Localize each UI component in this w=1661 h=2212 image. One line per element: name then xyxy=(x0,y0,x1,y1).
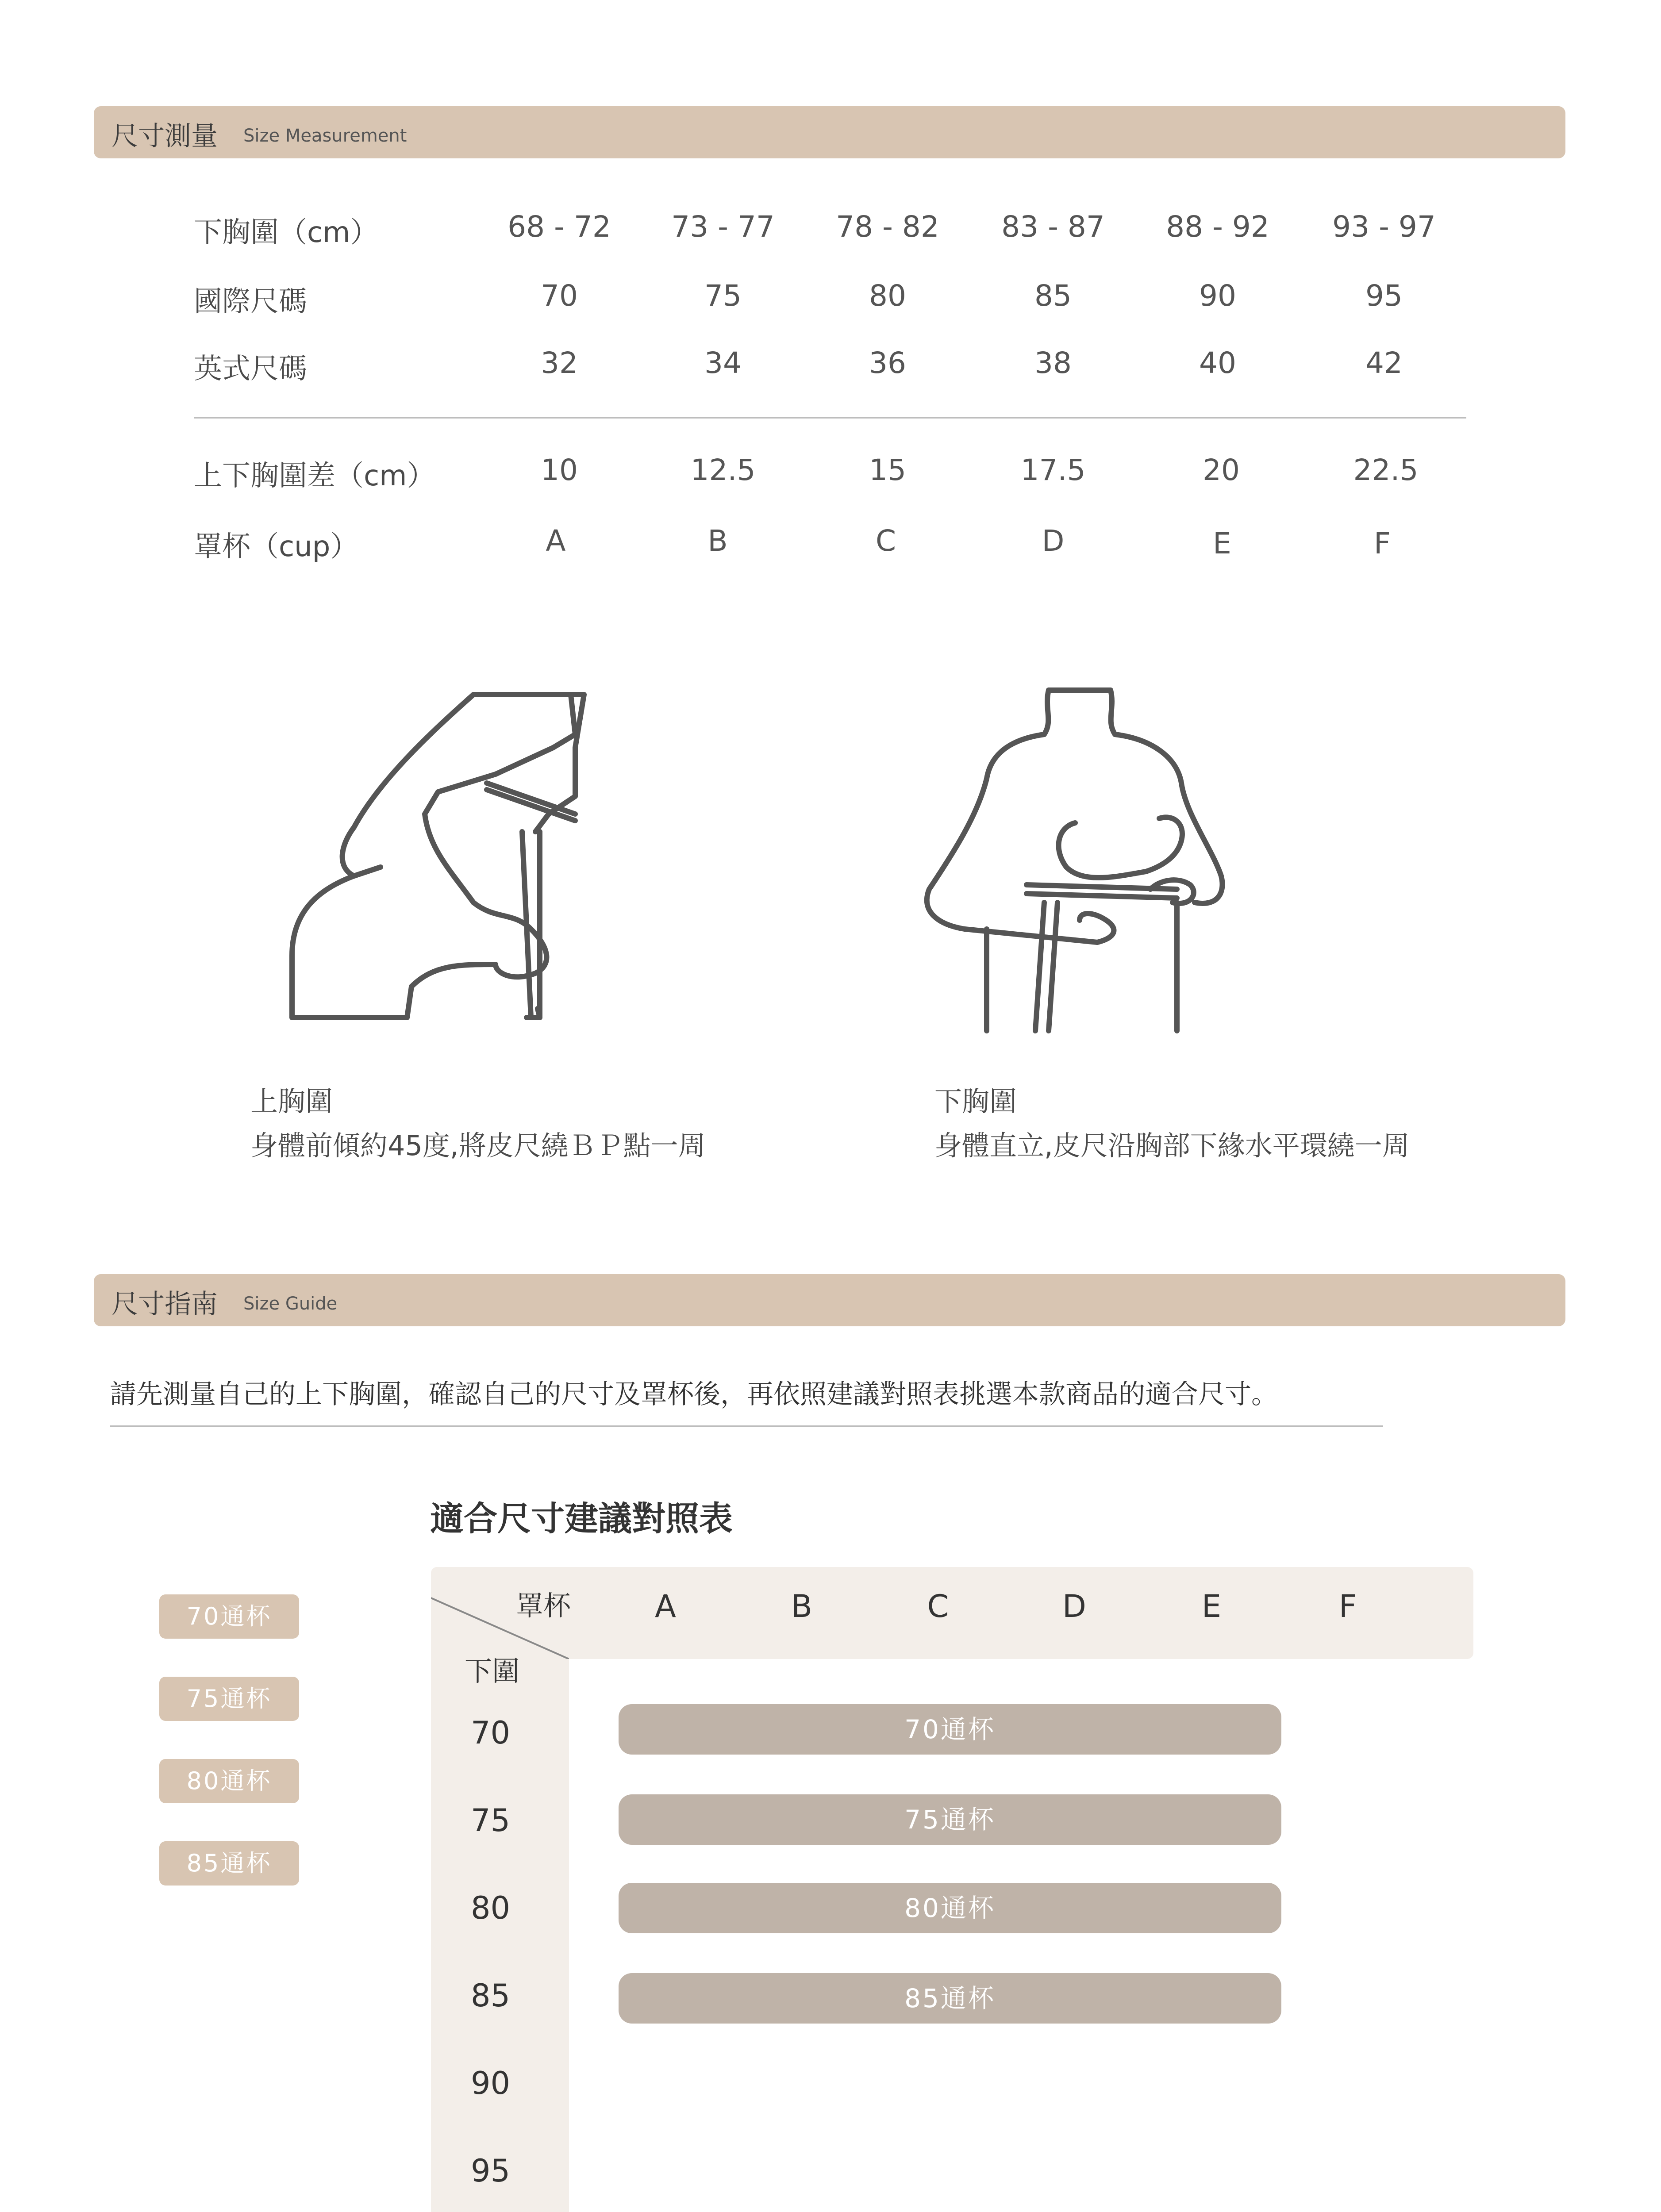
table-cell: F xyxy=(1374,526,1391,561)
section-bar-guide xyxy=(94,1274,1565,1326)
table-cell: 20 xyxy=(1203,453,1240,487)
table-cell: 10 xyxy=(541,453,578,487)
table-cell: 22.5 xyxy=(1353,453,1419,487)
table-cell: 85 xyxy=(1034,279,1072,313)
band-row-head: 90 xyxy=(471,2065,511,2101)
table-cell: 15 xyxy=(869,453,906,487)
cup-column-head: F xyxy=(1338,1588,1357,1624)
section-subtitle: Size Guide xyxy=(243,1294,338,1314)
size-band-85: 85通杯 xyxy=(619,1973,1281,2024)
intro-divider xyxy=(110,1425,1383,1427)
table-cell: 75 xyxy=(704,279,742,313)
row-label-uk-size: 英式尺碼 xyxy=(194,353,307,385)
table-cell: 36 xyxy=(869,346,906,380)
table-cell: 95 xyxy=(1365,279,1403,313)
row-label-cup: 罩杯（cup） xyxy=(194,530,359,563)
band-row-head: 80 xyxy=(471,1890,511,1926)
corner-cup-label: 罩杯 xyxy=(516,1590,571,1622)
under-bust-illustration xyxy=(911,681,1234,1035)
table-cell: 12.5 xyxy=(690,453,756,487)
table-cell: 32 xyxy=(541,346,578,380)
table-cell: 38 xyxy=(1034,346,1072,380)
size-band-80: 80通杯 xyxy=(619,1883,1281,1933)
size-band-75: 75通杯 xyxy=(619,1794,1281,1845)
table-cell: 80 xyxy=(869,279,906,313)
section-bar-measurement xyxy=(94,106,1565,158)
table-divider xyxy=(194,417,1466,419)
band-row-head: 85 xyxy=(471,1978,511,2014)
table-cell: 78 - 82 xyxy=(836,210,939,244)
cup-column-head: E xyxy=(1201,1588,1222,1624)
under-bust-desc: 身體直立,皮尺沿胸部下緣水平環繞一周 xyxy=(934,1129,1410,1162)
table-cell: B xyxy=(707,524,728,558)
legend-pill: 75通杯 xyxy=(159,1677,299,1721)
cup-column-head: C xyxy=(927,1588,949,1624)
section-title: 尺寸測量 xyxy=(112,121,218,152)
row-label-intl-size: 國際尺碼 xyxy=(194,285,307,318)
table-cell: 17.5 xyxy=(1020,453,1086,487)
band-row-head: 75 xyxy=(471,1802,511,1839)
table-cell: 88 - 92 xyxy=(1166,210,1269,244)
under-bust-caption xyxy=(934,1079,1410,1168)
upper-bust-illustration xyxy=(265,681,602,1026)
under-bust-title: 下胸圍 xyxy=(934,1085,1017,1118)
table-cell: C xyxy=(875,524,896,558)
cup-column-head: D xyxy=(1062,1588,1086,1624)
table-cell: 83 - 87 xyxy=(1001,210,1105,244)
size-band-70: 70通杯 xyxy=(619,1704,1281,1755)
row-label-underbust: 下胸圍（cm） xyxy=(194,216,379,249)
table-cell: E xyxy=(1213,526,1231,561)
table-cell: 73 - 77 xyxy=(671,210,775,244)
table-cell: 42 xyxy=(1365,346,1403,380)
section-title: 尺寸指南 xyxy=(112,1289,218,1320)
band-row-head: 95 xyxy=(471,2153,511,2189)
corner-band-label: 下圍 xyxy=(465,1655,520,1687)
upper-bust-title: 上胸圍 xyxy=(250,1085,333,1118)
table-cell: 34 xyxy=(704,346,742,380)
cup-column-head: A xyxy=(655,1588,676,1624)
legend-pill: 80通杯 xyxy=(159,1759,299,1803)
table-cell: 70 xyxy=(541,279,578,313)
table-cell: 93 - 97 xyxy=(1332,210,1436,244)
section-subtitle: Size Measurement xyxy=(243,126,407,146)
table-cell: D xyxy=(1042,524,1065,558)
upper-bust-desc: 身體前傾約45度,將皮尺繞ＢＰ點一周 xyxy=(250,1129,706,1162)
table-cell: A xyxy=(546,524,566,558)
table-cell: 40 xyxy=(1199,346,1236,380)
guide-intro: 請先測量自己的上下胸圍，確認自己的尺寸及罩杯後，再依照建議對照表挑選本款商品的適合尺寸。 xyxy=(110,1379,1278,1410)
chart-title: 適合尺寸建議對照表 xyxy=(430,1499,733,1538)
cup-column-head: B xyxy=(791,1588,813,1624)
upper-bust-caption xyxy=(250,1079,706,1168)
legend-pill: 85通杯 xyxy=(159,1841,299,1886)
row-label-bust-difference: 上下胸圍差（cm） xyxy=(194,460,435,492)
band-row-head: 70 xyxy=(471,1715,511,1751)
legend-pill: 70通杯 xyxy=(159,1594,299,1639)
table-cell: 90 xyxy=(1199,279,1236,313)
table-cell: 68 - 72 xyxy=(508,210,611,244)
